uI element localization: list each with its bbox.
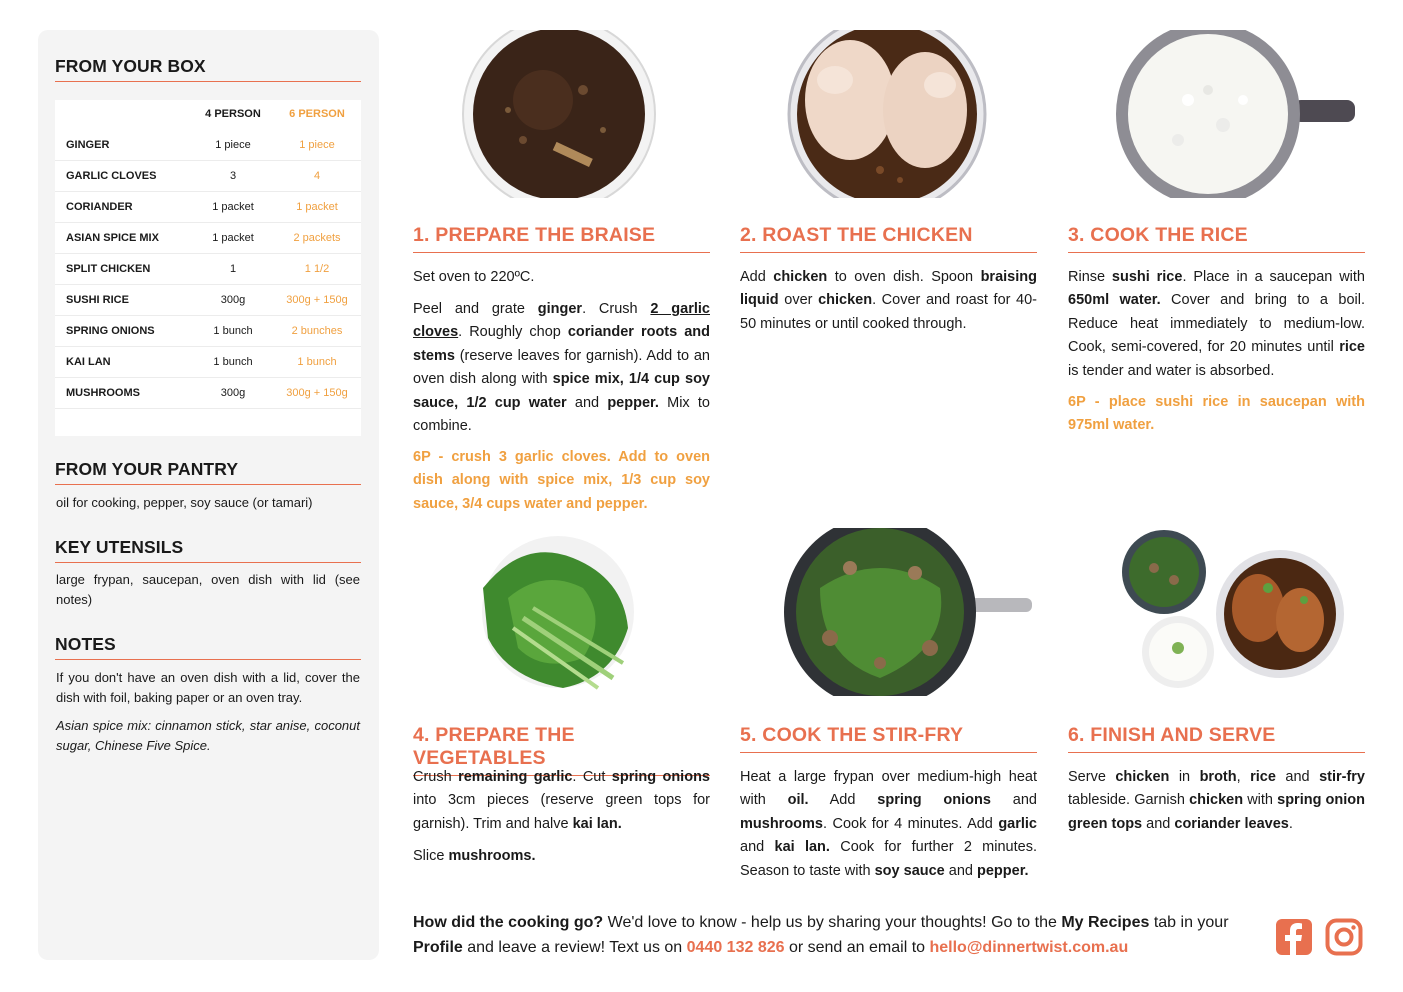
t: and: [944, 862, 977, 879]
step-4-text-2: [413, 845, 710, 868]
t: Crush: [413, 769, 459, 785]
t: chicken: [773, 269, 828, 285]
t: chicken: [818, 292, 873, 309]
t: . Cook for 4 minutes. Add: [823, 815, 999, 832]
ingredient-row: [55, 285, 361, 316]
t: . Crush: [582, 301, 651, 317]
t: pepper.: [977, 862, 1029, 879]
t: Rinse: [1068, 269, 1112, 285]
step-3-title: 3. COOK THE RICE: [1068, 224, 1365, 253]
t: spring onions: [611, 769, 710, 785]
ingredient-name: GARLIC CLOVES: [66, 170, 157, 182]
ingredient-4-person: 1 packet: [212, 201, 254, 213]
ingredient-4-person: 1: [229, 263, 237, 275]
t: garlic: [998, 815, 1037, 832]
t: Serve: [1068, 769, 1116, 785]
finish-serve-photo: [1068, 528, 1366, 696]
t: tab in your: [1149, 914, 1229, 931]
ingredient-4-person: 1 piece: [215, 139, 251, 151]
t: is tender and water is absorbed.: [1068, 362, 1275, 379]
step-2-title: 2. ROAST THE CHICKEN: [740, 224, 1037, 253]
key-utensils-title: KEY UTENSILS: [55, 537, 361, 563]
ingredient-4-person: 1 bunch: [213, 356, 253, 368]
ingredient-name: SPLIT CHICKEN: [66, 263, 151, 275]
ingredient-4-person: 300g: [220, 387, 246, 399]
notes-title: NOTES: [55, 634, 361, 660]
step-3-six-person-note: 6P - place sushi rice in saucepan with 975ml water.: [1068, 394, 1365, 434]
step-6-text: [1068, 766, 1365, 836]
t: chicken: [1189, 792, 1244, 809]
facebook-icon[interactable]: [1275, 918, 1313, 956]
t: 650ml water.: [1068, 292, 1161, 309]
pantry-text: oil for cooking, pepper, soy sauce (or tamari): [56, 495, 313, 510]
ingredients-table: [55, 100, 361, 436]
header-4-person: 4 PERSON: [205, 108, 261, 120]
ingredient-name: SUSHI RICE: [66, 294, 129, 306]
t: Heat a large frypan over medium-high heat with: [740, 769, 1037, 809]
t: tableside. Garnish: [1068, 792, 1190, 809]
t: .: [1288, 815, 1293, 832]
t: stir-fry: [1319, 769, 1365, 785]
t: . Roughly chop: [458, 324, 568, 341]
t: coriander roots and stems: [413, 324, 710, 364]
t: over: [778, 292, 819, 309]
ingredient-row: [55, 254, 361, 285]
ingredient-name: CORIANDER: [66, 201, 133, 213]
t: chicken: [1115, 769, 1170, 785]
t: (reserve leaves for garnish). Add to an oven dish along with: [413, 347, 710, 388]
t: rice: [1250, 769, 1276, 785]
ingredient-name: GINGER: [66, 139, 110, 151]
t: Cover and bring to a boil. Reduce heat immediately to medium-low. Cook, semi-covered, for 20 minutes until: [1068, 292, 1365, 356]
ingredient-4-person: 1 bunch: [213, 325, 253, 337]
table-header: [55, 100, 361, 130]
step-2-text: [740, 266, 1037, 336]
ingredient-name: ASIAN SPICE MIX: [66, 232, 159, 244]
ingredient-row: [55, 161, 361, 192]
t: ginger: [537, 301, 583, 317]
t: soy sauce: [874, 862, 945, 879]
ingredient-6-person: 4: [313, 170, 321, 182]
t: and: [1142, 815, 1175, 832]
ingredient-6-person: 1 piece: [299, 139, 335, 151]
t: . Cut: [572, 769, 612, 785]
t: into 3cm pieces (reserve green tops for garnish). Trim and halve: [413, 792, 710, 832]
ingredient-row: [55, 223, 361, 254]
t: with: [1243, 792, 1278, 809]
t: spice mix, 1/4 cup soy sauce, 1/2 cup water: [413, 371, 710, 411]
ingredient-6-person: 2 bunches: [291, 325, 343, 337]
t: 2 garlic cloves: [413, 301, 710, 341]
ingredient-6-person: 1 bunch: [297, 356, 337, 368]
t: rice: [1339, 339, 1365, 356]
step-4-text-1: [413, 766, 710, 836]
t: pepper.: [607, 394, 659, 411]
notes-text: If you don't have an oven dish with a lid, cover the dish with foil, baking paper or an oven tray.: [56, 670, 360, 705]
braise-photo: [413, 30, 711, 198]
ingredient-4-person: 3: [229, 170, 237, 182]
phone-link[interactable]: 0440 132 826: [686, 939, 785, 956]
step-4-title: 4. PREPARE THE VEGETABLES: [413, 724, 710, 776]
t: We'd love to know - help us by sharing your thoughts! Go to the: [603, 914, 1062, 931]
t: in: [1169, 769, 1200, 785]
ingredient-6-person: 1 packet: [296, 201, 338, 213]
t: and: [990, 792, 1037, 809]
t: Add: [808, 792, 878, 809]
ingredient-row: [55, 347, 361, 378]
header-6-person: 6 PERSON: [289, 108, 345, 120]
roast-chicken-photo: [740, 30, 1038, 198]
t: and leave a review! Text us on: [462, 939, 687, 956]
t: or send an email to: [784, 939, 930, 956]
t: . Place in a saucepan with: [1182, 269, 1366, 285]
step-1-text-1: Set oven to 220ºC.: [413, 269, 535, 285]
ingredient-name: KAI LAN: [66, 356, 111, 368]
my-recipes-link[interactable]: My Recipes: [1061, 914, 1150, 931]
step-5-text: [740, 766, 1037, 883]
t: Add: [740, 269, 774, 285]
utensils-text: large frypan, saucepan, oven dish with lid (see notes): [56, 572, 360, 607]
rice-photo: [1068, 30, 1366, 198]
step-1-six-person-note: 6P - crush 3 garlic cloves. Add to oven dish along with spice mix, 1/3 cup soy sauce, 3/4 cups water and pepper.: [413, 449, 710, 512]
notes-italic-text: Asian spice mix: cinnamon stick, star anise, coconut sugar, Chinese Five Spice.: [56, 718, 360, 753]
step-3-text: [1068, 266, 1365, 383]
step-5-title: 5. COOK THE STIR-FRY: [740, 724, 1037, 753]
step-1-text-2: [413, 298, 710, 438]
from-your-pantry-title: FROM YOUR PANTRY: [55, 459, 361, 485]
ingredient-6-person: 300g + 150g: [286, 387, 348, 399]
ingredient-row: [55, 130, 361, 161]
ingredient-row: [55, 192, 361, 223]
ingredient-4-person: 1 packet: [212, 232, 254, 244]
t: ,: [1236, 769, 1251, 785]
step-1-title: 1. PREPARE THE BRAISE: [413, 224, 710, 253]
email-link[interactable]: hello@dinnertwist.com.au: [929, 939, 1129, 956]
t: sushi rice: [1111, 269, 1183, 285]
t: and: [566, 394, 608, 411]
ingredient-6-person: 1 1/2: [304, 263, 330, 275]
ingredient-6-person: 2 packets: [293, 232, 341, 244]
t: . Cover and roast for 40-50 minutes or until cooked through.: [740, 292, 1037, 332]
t: coriander leaves: [1174, 815, 1289, 832]
t: spring onion green tops: [1068, 792, 1366, 832]
t: mushrooms: [740, 815, 823, 832]
ingredient-6-person: 300g + 150g: [286, 294, 348, 306]
ingredient-row: [55, 378, 361, 409]
from-your-box-title: FROM YOUR BOX: [55, 56, 361, 82]
t: Mix to combine.: [413, 394, 710, 435]
t: mushrooms.: [448, 848, 536, 864]
t: kai lan.: [774, 839, 830, 856]
t: oil.: [787, 792, 809, 809]
feedback-footer: [413, 910, 1263, 960]
t: Slice: [413, 848, 449, 864]
t: spring onions: [877, 792, 991, 809]
t: remaining garlic: [458, 769, 573, 785]
ingredient-name: MUSHROOMS: [66, 387, 140, 399]
t: broth: [1199, 769, 1237, 785]
t: and: [740, 839, 775, 856]
ingredient-4-person: 300g: [220, 294, 246, 306]
t: braising liquid: [740, 269, 1037, 309]
step-6-title: 6. FINISH AND SERVE: [1068, 724, 1365, 753]
t: kai lan.: [572, 815, 622, 832]
profile-link[interactable]: Profile: [413, 939, 463, 956]
t: Peel and grate: [413, 301, 538, 317]
t: to oven dish. Spoon: [827, 269, 981, 285]
ingredient-name: SPRING ONIONS: [66, 325, 155, 337]
instagram-icon[interactable]: [1325, 918, 1363, 956]
feedback-lead: How did the cooking go?: [413, 914, 604, 931]
vegetables-photo: [413, 528, 711, 696]
ingredient-row: [55, 316, 361, 347]
stir-fry-photo: [740, 528, 1038, 696]
t: and: [1275, 769, 1320, 785]
sidebar: [38, 30, 379, 960]
t: Cook for further 2 minutes. Season to taste with: [740, 839, 1037, 879]
